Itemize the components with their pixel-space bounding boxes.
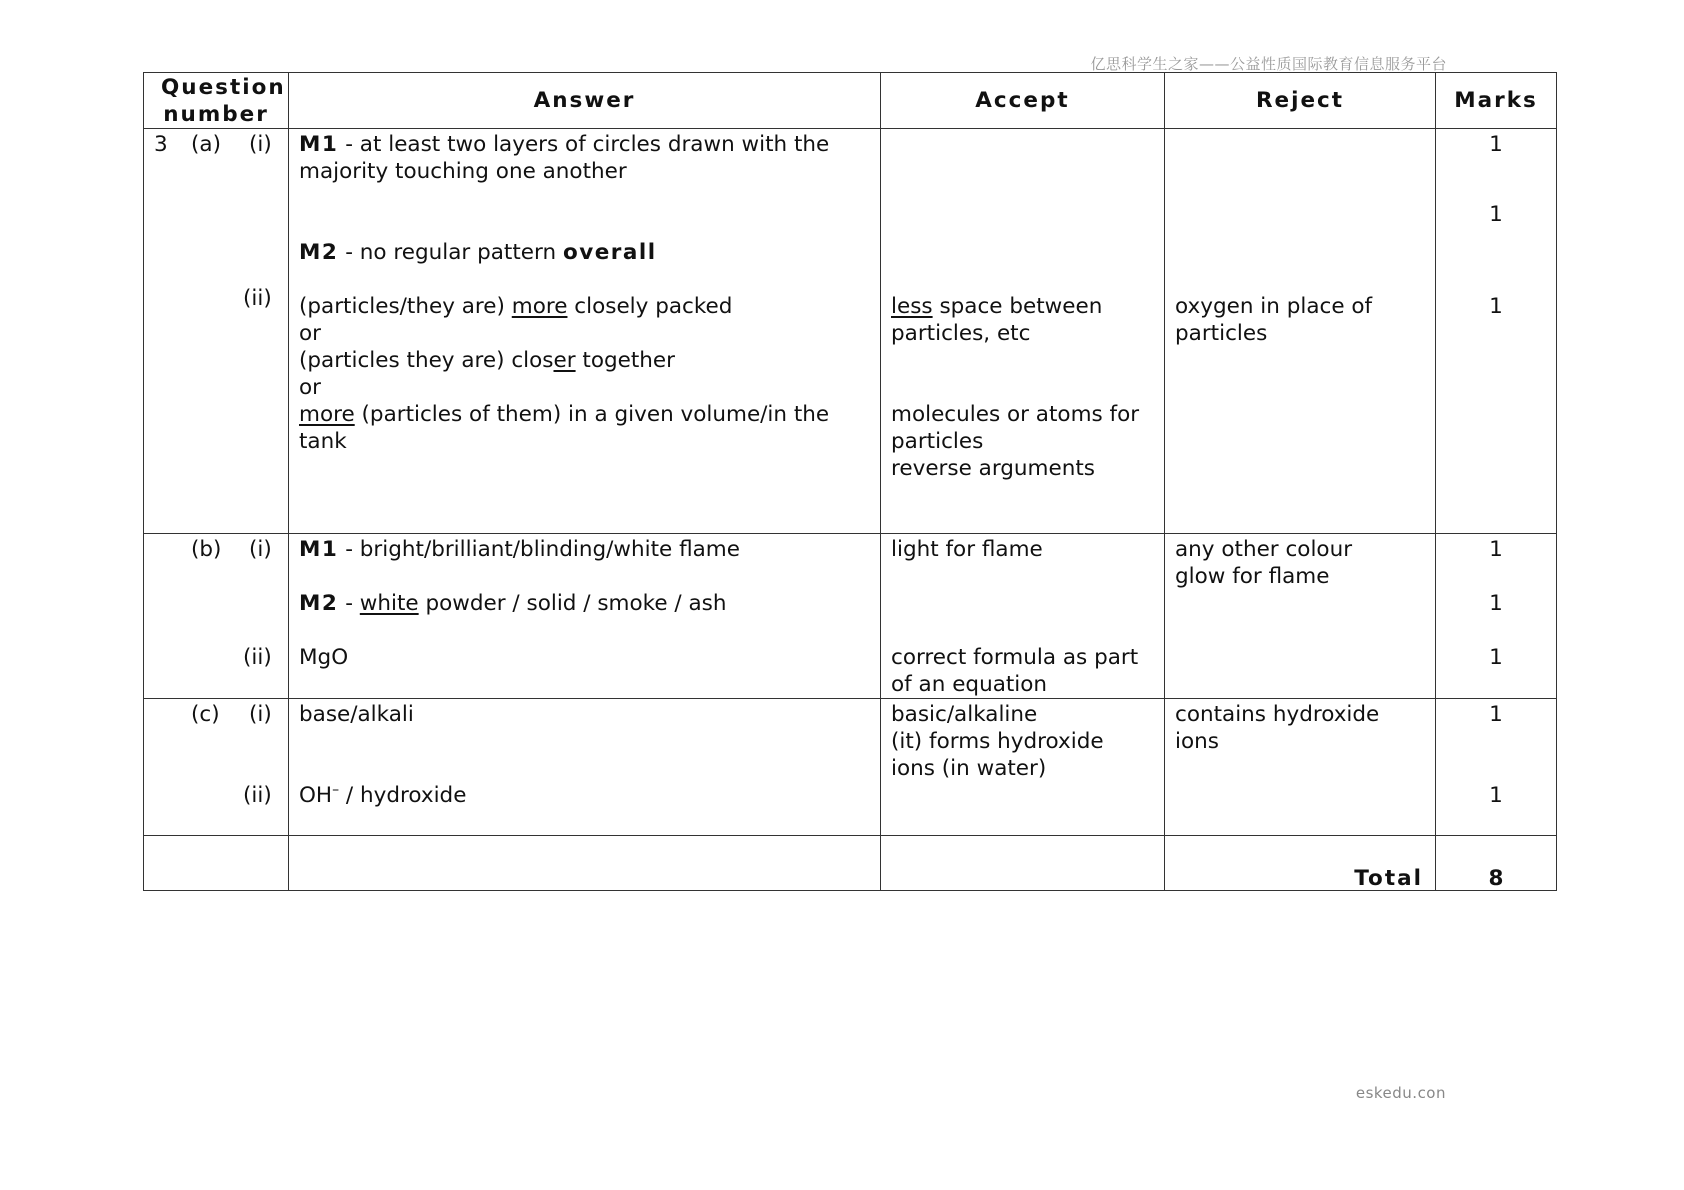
accept-a-ii-5: reverse arguments (891, 456, 1095, 481)
reject-b-i-1: any other colour (1175, 537, 1353, 562)
answer-a-ii-line2: or (299, 321, 321, 346)
total-label: Total (1354, 866, 1423, 891)
answer-cell-b (289, 534, 881, 699)
mark-b-ii: 1 (1489, 645, 1503, 670)
question-number-cell (144, 129, 289, 534)
accept-cell-a (881, 129, 1165, 534)
accept-c-i-1: basic/alkaline (891, 702, 1038, 727)
accept-b-ii-2: of an equation (891, 672, 1048, 697)
watermark-top: 亿思科学生之家——公益性质国际教育信息服务平台 (1090, 55, 1447, 73)
header-row (144, 73, 1557, 129)
header-question: Question number (144, 73, 289, 129)
reject-cell-b (1165, 534, 1436, 699)
reject-b-i-2: glow for flame (1175, 564, 1330, 589)
subpart-label-c-ii: (ii) (243, 783, 272, 808)
header-reject: Reject (1165, 73, 1436, 129)
marks-cell-c (1436, 699, 1557, 836)
accept-a-ii-2: particles, etc (891, 321, 1031, 346)
answer-a-i-m1: M1 - at least two layers of circles drawn with the (299, 132, 830, 157)
accept-a-ii-3: molecules or atoms for (891, 402, 1140, 427)
total-value-cell (1436, 836, 1557, 891)
accept-cell-b (881, 534, 1165, 699)
accept-b-ii-1: correct formula as part (891, 645, 1139, 670)
reject-cell-c (1165, 699, 1436, 836)
subpart-label-i: (i) (249, 132, 272, 157)
header-answer: Answer (289, 73, 881, 129)
subpart-label-c-i: (i) (249, 702, 272, 727)
accept-c-i-2: (it) forms hydroxide (891, 729, 1104, 754)
part-label-c: (c) (191, 702, 220, 727)
answer-a-ii-line3: (particles they are) closer together (299, 348, 675, 373)
subpart-label-ii: (ii) (243, 286, 272, 311)
answer-c-ii: OH– / hydroxide (299, 781, 467, 808)
mark-b-i-m2: 1 (1489, 591, 1503, 616)
reject-a-ii-1: oxygen in place of (1175, 294, 1373, 319)
mark-c-i: 1 (1489, 702, 1503, 727)
answer-b-ii: MgO (299, 645, 349, 670)
total-value: 8 (1488, 866, 1504, 891)
mark-a-i-m2: 1 (1489, 202, 1503, 227)
accept-c-i-3: ions (in water) (891, 756, 1047, 781)
mark-c-ii: 1 (1489, 783, 1503, 808)
part-label-b: (b) (191, 537, 222, 562)
watermark-bottom: eskedu.con (1355, 1084, 1446, 1102)
answer-a-ii-line1: (particles/they are) more closely packed (299, 294, 733, 319)
answer-a-i-m2: M2 - no regular pattern overall (299, 240, 657, 265)
header-marks: Marks (1436, 73, 1557, 129)
part-label-a: (a) (191, 132, 221, 157)
mark-a-ii: 1 (1489, 294, 1503, 319)
mark-b-i-m1: 1 (1489, 537, 1503, 562)
reject-c-i-2: ions (1175, 729, 1219, 754)
question-number-cell-b (144, 534, 289, 699)
marks-cell-a (1436, 129, 1557, 534)
accept-a-ii-1: less space between (891, 294, 1103, 319)
reject-a-ii-2: particles (1175, 321, 1268, 346)
reject-c-i-1: contains hydroxide (1175, 702, 1380, 727)
row-3b (144, 534, 1557, 699)
total-empty-q (144, 836, 289, 891)
answer-c-i: base/alkali (299, 702, 414, 727)
marks-cell-b (1436, 534, 1557, 699)
subpart-label-b-i: (i) (249, 537, 272, 562)
answer-a-ii-line4: or (299, 375, 321, 400)
answer-cell-c (289, 699, 881, 836)
answer-a-ii-line5: more (particles of them) in a given volume/in the (299, 402, 830, 427)
accept-b-i: light for flame (891, 537, 1043, 562)
question-number: 3 (154, 132, 168, 157)
row-3a (144, 129, 1557, 534)
answer-b-i-m1: M1 - bright/brilliant/blinding/white flame (299, 537, 740, 562)
header-accept: Accept (881, 73, 1165, 129)
answer-cell-a (289, 129, 881, 534)
answer-a-ii-line6: tank (299, 429, 347, 454)
row-3c (144, 699, 1557, 836)
total-label-cell (1165, 836, 1436, 891)
mark-a-i-m1: 1 (1489, 132, 1503, 157)
total-row (144, 836, 1557, 891)
total-empty-answer (289, 836, 881, 891)
accept-a-ii-4: particles (891, 429, 984, 454)
question-number-cell-c (144, 699, 289, 836)
answer-a-i-m1-cont: majority touching one another (299, 159, 627, 184)
accept-cell-c (881, 699, 1165, 836)
subpart-label-b-ii: (ii) (243, 645, 272, 670)
reject-cell-a (1165, 129, 1436, 534)
total-empty-accept (881, 836, 1165, 891)
mark-scheme-table (143, 72, 1557, 891)
answer-b-i-m2: M2 - white powder / solid / smoke / ash (299, 591, 727, 616)
